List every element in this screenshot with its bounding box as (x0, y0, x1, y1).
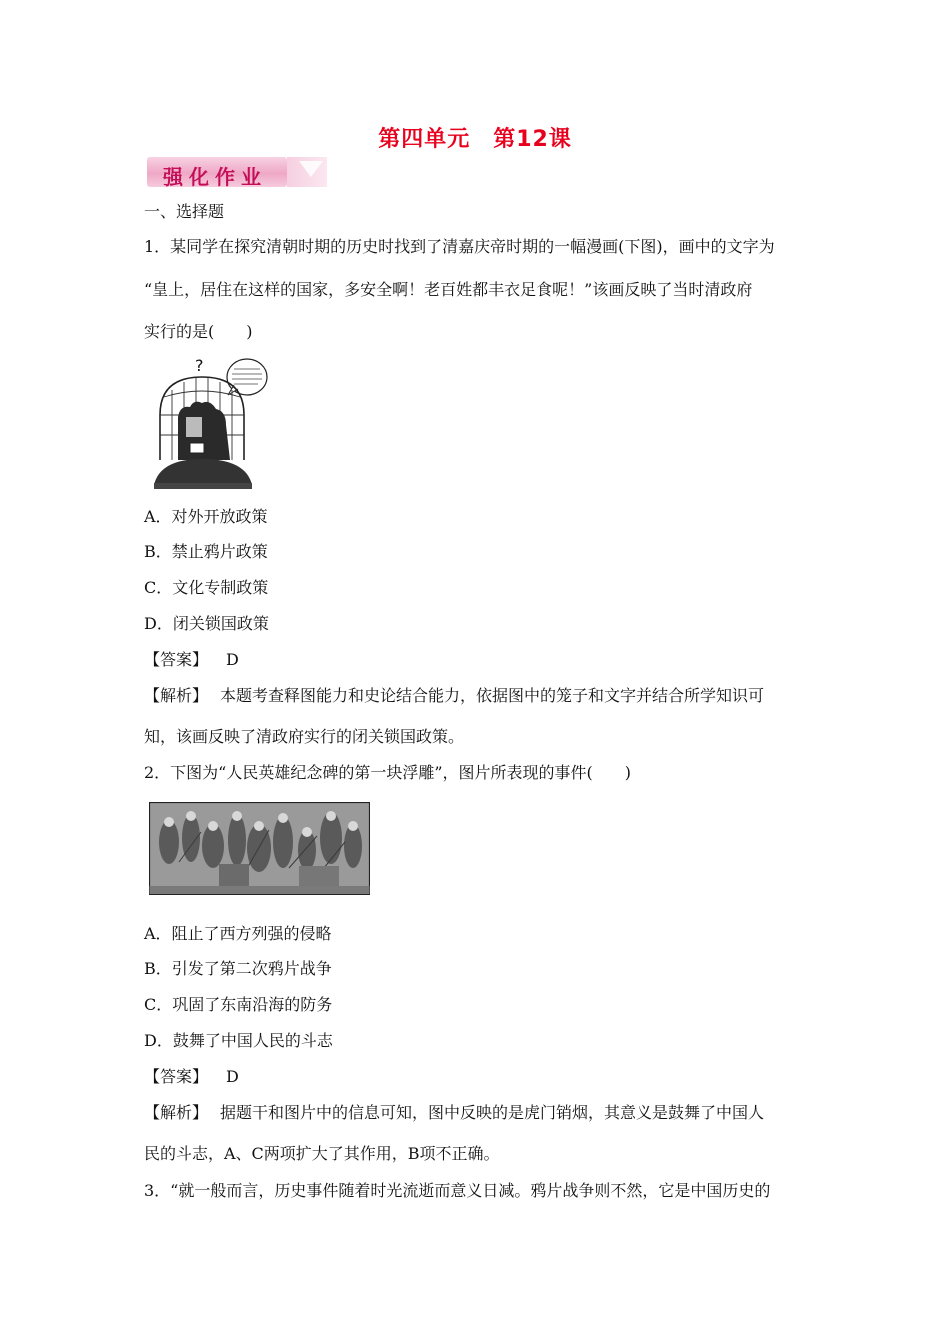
q1-analysis-label: 【解析】 (144, 686, 209, 705)
q1-analysis-text1: 本题考查释图能力和史论结合能力，依据图中的笼子和文字并结合所学知识可 (220, 686, 765, 705)
q1-answer-value: D (226, 650, 239, 669)
q1-stem-line2: “皇上，居住在这样的国家，多安全啊！老百姓都丰衣足食呢！”该画反映了当时清政府 (144, 280, 753, 299)
q2-analysis-label: 【解析】 (144, 1103, 209, 1122)
q1-option-a: A．对外开放政策 (144, 507, 268, 526)
page-title: 第四单元 第12课 (378, 127, 572, 152)
q2-option-d: D．鼓舞了中国人民的斗志 (144, 1031, 333, 1050)
birdcage-cartoon-image (150, 355, 270, 495)
q1-stem-line3: 实行的是( ) (144, 322, 253, 341)
q1-option-c: C．文化专制政策 (144, 578, 269, 597)
q2-stem-line1: 2．下图为“人民英雄纪念碑的第一块浮雕”，图片所表现的事件( ) (144, 763, 632, 782)
q1-stem-line1: 1．某同学在探究清朝时期的历史时找到了清嘉庆帝时期的一幅漫画(下图)，画中的文字为 (144, 237, 775, 256)
q2-option-a: A．阻止了西方列强的侵略 (144, 924, 332, 943)
svg-text:?: ? (195, 356, 204, 375)
q2-answer-value: D (226, 1067, 239, 1086)
q1-option-b: B．禁止鸦片政策 (144, 542, 268, 561)
q1-option-d: D．闭关锁国政策 (144, 614, 269, 633)
q2-answer (144, 1067, 239, 1087)
section-banner (147, 155, 327, 191)
q2-answer-label: 【答案】 (144, 1067, 209, 1086)
q1-analysis-line1 (144, 686, 764, 706)
section-heading: 一、选择题 (144, 202, 225, 221)
q2-option-b: B．引发了第二次鸦片战争 (144, 959, 332, 978)
q2-analysis-line2: 民的斗志，A、C两项扩大了其作用，B项不正确。 (144, 1144, 500, 1163)
banner-label: 强化作业 (163, 165, 267, 189)
q1-analysis-line2: 知，该画反映了清政府实行的闭关锁国政策。 (144, 727, 465, 746)
q3-stem-line1: 3．“就一般而言，历史事件随着时光流逝而意义日减。鸦片战争则不然，它是中国历史的 (144, 1181, 771, 1200)
q2-option-c: C．巩固了东南沿海的防务 (144, 995, 333, 1014)
chevron-down-icon (299, 161, 323, 177)
q2-analysis-text1: 据题干和图片中的信息可知，图中反映的是虎门销烟，其意义是鼓舞了中国人 (220, 1103, 765, 1122)
q2-analysis-line1 (144, 1103, 764, 1123)
q1-answer (144, 650, 239, 670)
relief-sculpture-image (149, 802, 370, 895)
q1-answer-label: 【答案】 (144, 650, 209, 669)
